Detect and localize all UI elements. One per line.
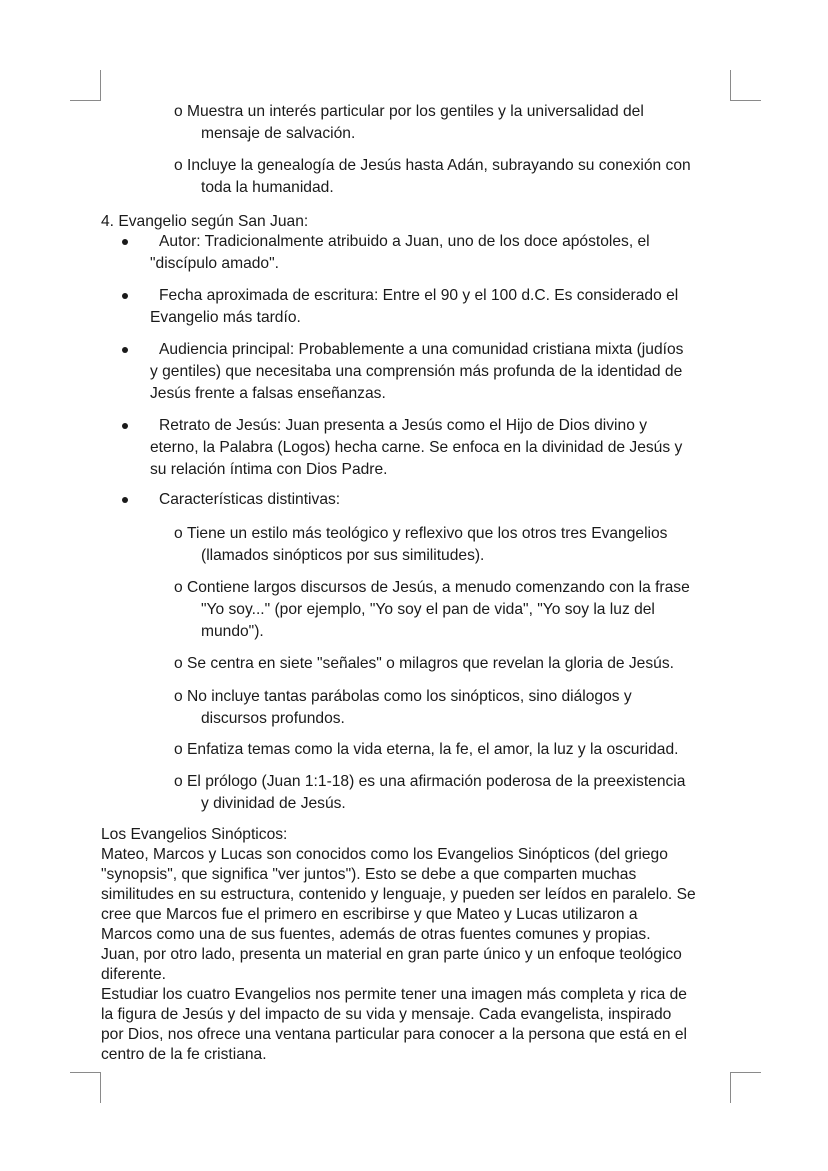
bullet-dot-icon — [122, 239, 128, 245]
sub-item-text: Muestra un interés particular por los gentiles y la universalidad del — [187, 103, 644, 120]
sub-list-item — [174, 101, 726, 145]
sub-item-marker: o — [174, 579, 183, 596]
paragraph-line: Mateo, Marcos y Lucas son conocidos como los Evangelios Sinópticos (del griego — [101, 846, 668, 863]
bullet-text: Audiencia principal: Probablemente a una comunidad cristiana mixta (judíos — [159, 341, 684, 358]
section-heading: 4. Evangelio según San Juan: — [101, 213, 309, 230]
closing-section — [101, 825, 731, 1065]
sub-item-marker: o — [174, 688, 183, 705]
sub-list-item — [174, 523, 726, 567]
sub-item-text-cont: discursos profundos. — [201, 710, 345, 727]
sub-list-item — [174, 155, 726, 199]
bullet-text: Fecha aproximada de escritura: Entre el 90 y el 100 d.C. Es considerado el — [159, 287, 679, 304]
crop-mark-top-left — [70, 70, 101, 101]
sub-item-text: El prólogo (Juan 1:1-18) es una afirmación poderosa de la preexistencia — [187, 773, 686, 790]
bullet-item — [150, 489, 728, 511]
paragraph-line: centro de la fe cristiana. — [101, 1046, 267, 1063]
sub-item-text-cont: "Yo soy..." (por ejemplo, "Yo soy el pan de vida", "Yo soy la luz del — [201, 601, 655, 618]
sub-list-item — [174, 653, 726, 675]
bullet-text: Retrato de Jesús: Juan presenta a Jesús como el Hijo de Dios divino y — [159, 417, 647, 434]
sub-list-item — [174, 771, 726, 815]
paragraph-line: por Dios, nos ofrece una ventana particular para conocer a la persona que está en el — [101, 1026, 687, 1043]
bullet-text-cont: Jesús frente a falsas enseñanzas. — [150, 385, 386, 402]
sub-item-text: Se centra en siete "señales" o milagros que revelan la gloria de Jesús. — [187, 655, 674, 672]
bullet-item — [150, 285, 728, 329]
sub-item-marker: o — [174, 773, 183, 790]
sub-item-text-cont: toda la humanidad. — [201, 179, 334, 196]
sub-item-marker: o — [174, 157, 183, 174]
bullet-text-cont: eterno, la Palabra (Logos) hecha carne. Se enfoca en la divinidad de Jesús y — [150, 439, 683, 456]
sub-item-text: Incluye la genealogía de Jesús hasta Adán, subrayando su conexión con — [187, 157, 691, 174]
sub-item-text-cont: (llamados sinópticos por sus similitudes). — [201, 547, 485, 564]
sub-item-text: Tiene un estilo más teológico y reflexivo que los otros tres Evangelios — [187, 525, 668, 542]
bullet-text-cont: y gentiles) que necesitaba una comprensión más profunda de la identidad de — [150, 363, 683, 380]
sub-item-marker: o — [174, 655, 183, 672]
paragraph-line: Juan, por otro lado, presenta un material en gran parte único y un enfoque teológico — [101, 946, 682, 963]
section-subheading: Los Evangelios Sinópticos: — [101, 826, 288, 843]
bullet-dot-icon — [122, 347, 128, 353]
sub-list-item — [174, 739, 726, 761]
paragraph-line: similitudes en su estructura, contenido y lenguaje, y pueden ser leídos en paralelo. Se — [101, 886, 696, 903]
sub-item-text-cont: y divinidad de Jesús. — [201, 795, 346, 812]
sub-item-marker: o — [174, 525, 183, 542]
sub-item-marker: o — [174, 741, 183, 758]
paragraph-line: Marcos como una de sus fuentes, además de otras fuentes comunes y propias. — [101, 926, 651, 943]
crop-mark-bottom-right — [730, 1072, 761, 1103]
bullet-text: Autor: Tradicionalmente atribuido a Juan, uno de los doce apóstoles, el — [159, 233, 650, 250]
crop-mark-bottom-left — [70, 1072, 101, 1103]
sub-item-marker: o — [174, 103, 183, 120]
crop-mark-top-right — [730, 70, 761, 101]
bullet-text-cont: su relación íntima con Dios Padre. — [150, 461, 388, 478]
paragraph-line: "synopsis", que significa "ver juntos"). Esto se debe a que comparten muchas — [101, 866, 637, 883]
bullet-item — [150, 339, 728, 405]
sub-item-text: Contiene largos discursos de Jesús, a menudo comenzando con la frase — [187, 579, 690, 596]
paragraph-line: Estudiar los cuatro Evangelios nos permite tener una imagen más completa y rica de — [101, 986, 687, 1003]
bullet-text: Características distintivas: — [159, 491, 341, 508]
bullet-dot-icon — [122, 293, 128, 299]
sub-list-item — [174, 577, 726, 643]
bullet-dot-icon — [122, 497, 128, 503]
sub-list-item — [174, 686, 726, 730]
paragraph-line: diferente. — [101, 966, 167, 983]
bullet-item — [150, 231, 728, 275]
bullet-item — [150, 415, 728, 481]
sub-item-text: Enfatiza temas como la vida eterna, la fe, el amor, la luz y la oscuridad. — [187, 741, 679, 758]
sub-item-text-cont: mundo"). — [201, 623, 264, 640]
bullet-text-cont: Evangelio más tardío. — [150, 309, 301, 326]
bullet-dot-icon — [122, 423, 128, 429]
paragraph-line: cree que Marcos fue el primero en escribirse y que Mateo y Lucas utilizaron a — [101, 906, 638, 923]
paragraph-line: la figura de Jesús y del impacto de su vida y mensaje. Cada evangelista, inspirado — [101, 1006, 672, 1023]
sub-item-text-cont: mensaje de salvación. — [201, 125, 356, 142]
sub-item-text: No incluye tantas parábolas como los sinópticos, sino diálogos y — [187, 688, 632, 705]
bullet-text-cont: "discípulo amado". — [150, 255, 279, 272]
